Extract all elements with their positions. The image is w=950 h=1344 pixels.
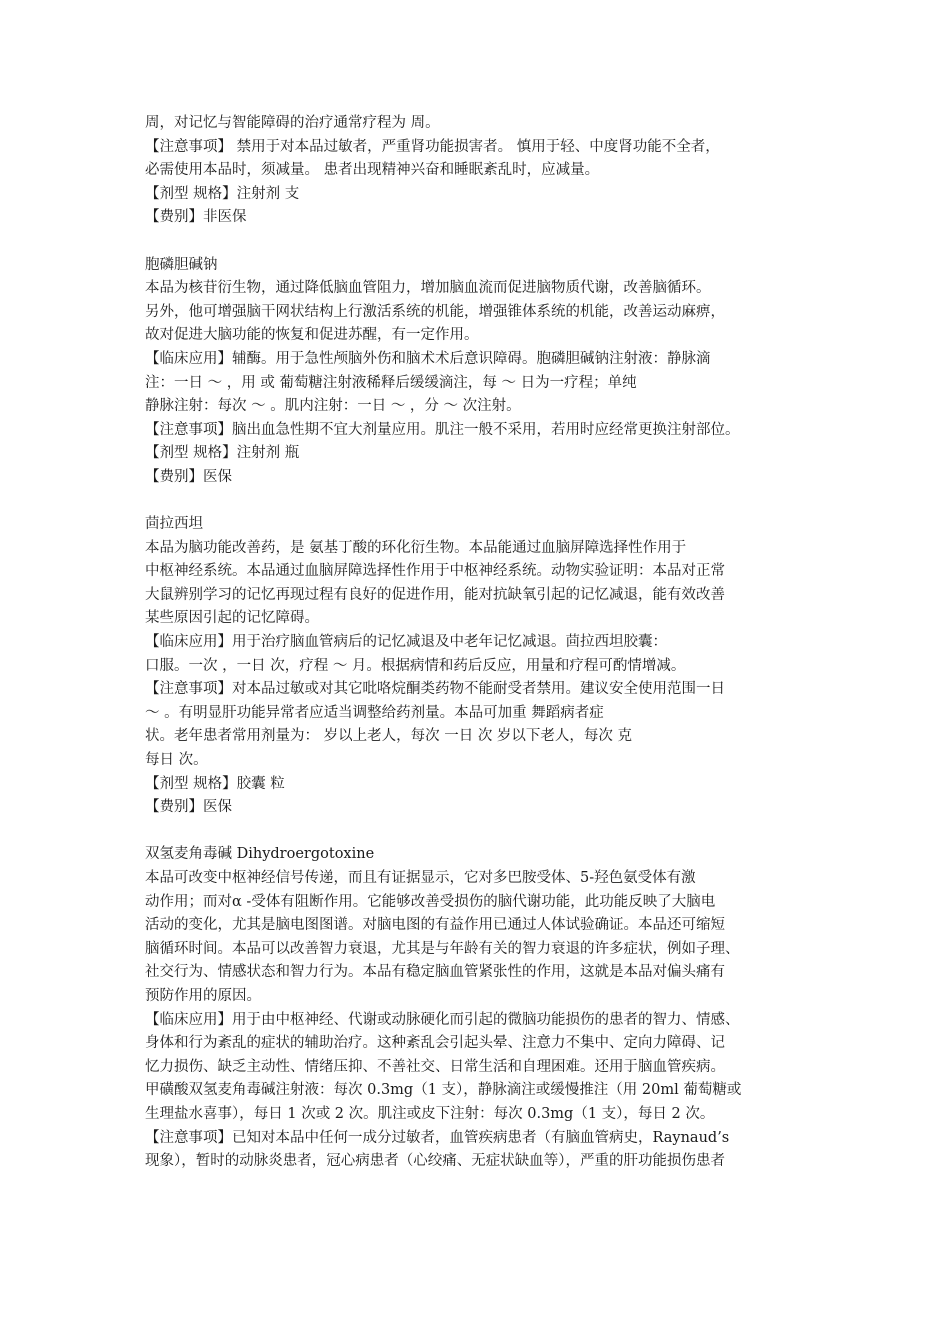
text-line: 大鼠辨别学习的记忆再现过程有良好的促进作用，能对抗缺氧引起的记忆减退，能有效改善: [145, 586, 725, 603]
text-line: 【注意事项】 禁用于对本品过敏者，严重肾功能损害者。 慎用于轻、中度肾功能不全者，: [145, 138, 720, 155]
text-line: 现象），暂时的动脉炎患者，冠心病患者（心绞痛、无症状缺血等），严重的肝功能损伤患者: [145, 1153, 725, 1170]
text-line: 脑循环时间。本品可以改善智力衰退，尤其是与年龄有关的智力衰退的许多症状，例如子理、: [145, 940, 740, 957]
text-line: 【费别】医保: [145, 468, 232, 485]
text-line: 活动的变化，尤其是脑电图图谱。对脑电图的有益作用已通过人体试验确证。本品还可缩短: [145, 917, 725, 934]
text-line: 本品为脑功能改善药，是 氨基丁酸的环化衍生物。本品能通过血脑屏障选择性作用于: [145, 539, 687, 556]
text-line: 中枢神经系统。本品通过血脑屏障选择性作用于中枢神经系统。动物实验证明：本品对正常: [145, 563, 725, 580]
text-line: 某些原因引起的记忆障碍。: [145, 610, 319, 627]
text-line: 【临床应用】用于由中枢神经、代谢或动脉硬化而引起的微脑功能损伤的患者的智力、情感、: [145, 1011, 740, 1028]
text-line: 胞磷胆碱钠: [145, 256, 218, 273]
paragraph-gap: [145, 820, 810, 844]
text-line: 生理盐水喜事），每日 1 次或 2 次。肌注或皮下注射：每次 0.3mg（1 支），每日 2 次。: [145, 1105, 715, 1122]
text-line: 社交行为、情感状态和智力行为。本品有稳定脑血管紧张性的作用，这就是本品对偏头痛有: [145, 964, 725, 981]
text-line: 身体和行为紊乱的症状的辅助治疗。这种紊乱会引起头晕、注意力不集中、定向力障碍、记: [145, 1035, 725, 1052]
paragraph-gap: [145, 230, 810, 254]
text-line: 【临床应用】用于治疗脑血管病后的记忆减退及中老年记忆减退。茴拉西坦胶囊：: [145, 634, 667, 651]
text-line: 动作用；而对α -受体有阻断作用。它能够改善受损伤的脑代谢功能，此功能反映了大脑电: [145, 893, 716, 910]
text-line: 预防作用的原因。: [145, 987, 261, 1004]
text-line: 【剂型 规格】注射剂 瓶: [145, 445, 300, 462]
text-line: 静脉注射：每次 ～ 。肌内注射：一日 ～ ，分 ～ 次注射。: [145, 398, 521, 415]
text-line: 双氢麦角毒碱 Dihydroergotoxine: [145, 846, 375, 863]
text-line: 甲磺酸双氢麦角毒碱注射液：每次 0.3mg（1 支），静脉滴注或缓慢推注（用 20ml 葡萄糖或: [145, 1082, 742, 1099]
text-line: 必需使用本品时，须减量。 患者出现精神兴奋和睡眠紊乱时，应减量。: [145, 162, 600, 179]
text-line: 口服。一次 ，一日 次，疗程 ～ 月。根据病情和药后反应，用量和疗程可酌情增减。: [145, 657, 686, 674]
text-line: 【剂型 规格】注射剂 支: [145, 185, 300, 202]
text-line: 本品为核苷衍生物，通过降低脑血管阻力，增加脑血流而促进脑物质代谢，改善脑循环。: [145, 280, 711, 297]
text-line: 本品可改变中枢神经信号传递，而且有证据显示，它对多巴胺受体、5-羟色氨受体有激: [145, 870, 696, 886]
text-line: 【费别】医保: [145, 799, 232, 816]
text-line: 【注意事项】脑出血急性期不宜大剂量应用。肌注一般不采用，若用时应经常更换注射部位。: [145, 421, 740, 438]
text-line: 忆力损伤、缺乏主动性、情绪压抑、不善社交、日常生活和自理困难。还用于脑血管疾病。: [145, 1058, 725, 1075]
text-line: 状。老年患者常用剂量为： 岁以上老人，每次 一日 次 岁以下老人，每次 克: [145, 728, 633, 745]
text-line: 【剂型 规格】胶囊 粒: [145, 775, 285, 792]
paragraph-gap: [145, 490, 810, 514]
text-line: 另外，他可增强脑干网状结构上行激活系统的机能，增强锥体系统的机能，改善运动麻痹，: [145, 303, 725, 320]
text-line: 每日 次。: [145, 752, 208, 769]
text-line: 注：一日 ～ ，用 或 葡萄糖注射液稀释后缓缓滴注，每 ～ 日为一疗程；单纯: [145, 374, 637, 391]
text-line: 【注意事项】对本品过敏或对其它吡咯烷酮类药物不能耐受者禁用。建议安全使用范围一日: [145, 681, 725, 698]
text-line: 【临床应用】辅酶。用于急性颅脑外伤和脑术术后意识障碍。胞磷胆碱钠注射液：静脉滴: [145, 350, 711, 367]
text-line: 周，对记忆与智能障碍的治疗通常疗程为 周。: [145, 115, 440, 131]
document-page: [145, 112, 810, 1174]
text-line: 【费别】非医保: [145, 209, 247, 226]
text-line: 故对促进大脑功能的恢复和促进苏醒，有一定作用。: [145, 327, 479, 344]
text-line: 【注意事项】已知对本品中任何一成分过敏者，血管疾病患者（有脑血管病史，Raynaud’s: [145, 1129, 730, 1146]
text-line: 茴拉西坦: [145, 516, 203, 533]
text-line: ～ 。有明显肝功能异常者应适当调整给药剂量。本品可加重 舞蹈病者症: [145, 704, 604, 721]
